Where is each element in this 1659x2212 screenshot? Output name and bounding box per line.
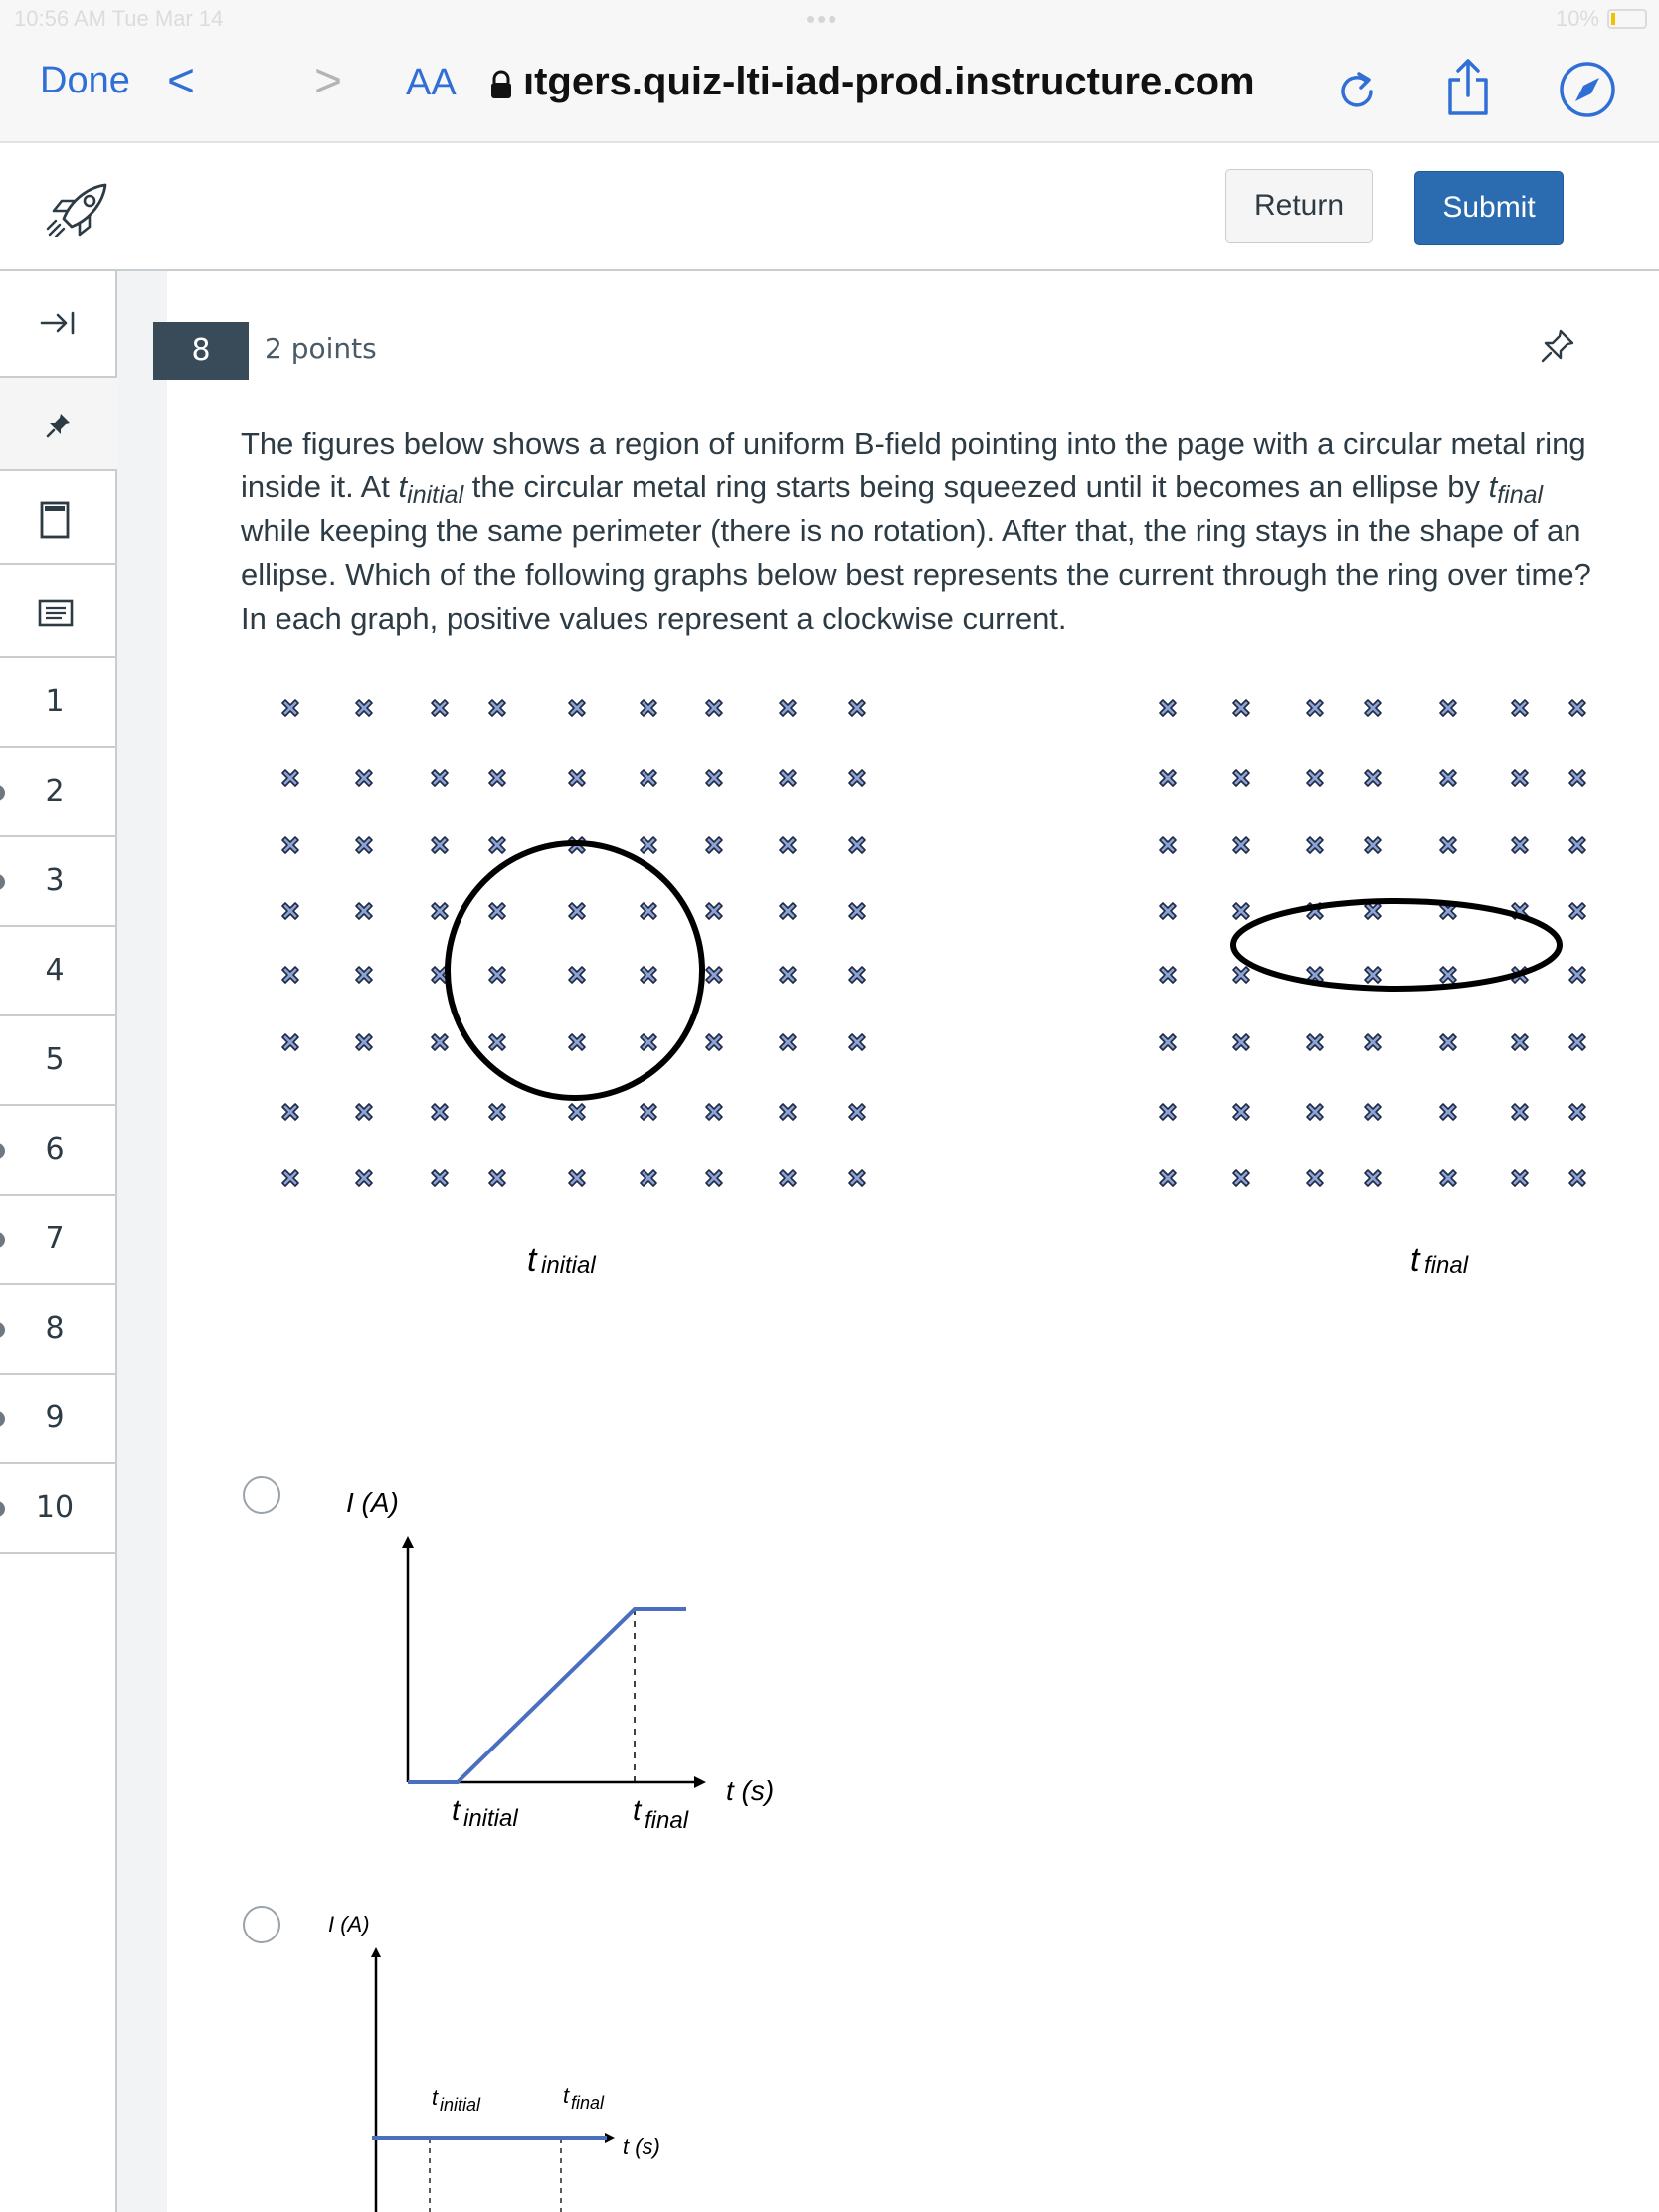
b-field-into-page-icon: [569, 1104, 585, 1120]
b-field-into-page-icon: [706, 1104, 722, 1120]
b-field-into-page-icon: [1365, 1104, 1381, 1120]
b-field-into-page-icon: [1512, 770, 1528, 786]
pinned-questions-tab[interactable]: [0, 378, 117, 471]
t-initial-subscript: initial: [407, 481, 464, 509]
done-button[interactable]: Done: [40, 60, 130, 101]
answer-1-graph: [328, 1482, 806, 1850]
return-button[interactable]: Return: [1225, 169, 1373, 243]
b-field-into-page-icon: [356, 770, 372, 786]
nav-question-label: 10: [35, 1490, 75, 1525]
b-field-into-page-icon: [1440, 770, 1456, 786]
back-arrow-icon[interactable]: <: [167, 55, 196, 107]
b-field-into-page-icon: [282, 1170, 298, 1186]
b-field-into-page-icon: [489, 1034, 505, 1050]
b-field-into-page-icon: [356, 837, 372, 853]
b-field-into-page-icon: [282, 1034, 298, 1050]
b-field-into-page-icon: [1365, 1170, 1381, 1186]
b-field-into-page-icon: [780, 903, 796, 919]
left-caption-sub: initial: [541, 1252, 596, 1279]
b-field-into-page-icon: [1440, 967, 1456, 983]
b-field-into-page-icon: [1569, 903, 1585, 919]
text-size-button[interactable]: AA: [406, 62, 457, 103]
question-number: 8: [153, 322, 249, 380]
b-field-into-page-icon: [569, 1034, 585, 1050]
nav-question-label: 8: [45, 1311, 65, 1346]
b-field-into-page-icon: [780, 1034, 796, 1050]
elliptical-ring: [1233, 901, 1560, 989]
b-field-into-page-icon: [706, 837, 722, 853]
b-field-into-page-icon: [432, 1170, 448, 1186]
question-points: 2 points: [265, 332, 377, 365]
submit-button[interactable]: Submit: [1414, 171, 1564, 245]
b-field-into-page-icon: [1160, 903, 1176, 919]
b-field-into-page-icon: [1440, 1104, 1456, 1120]
b-field-into-page-icon: [282, 837, 298, 853]
calculator-tab[interactable]: [0, 471, 117, 565]
b-field-into-page-icon: [780, 700, 796, 716]
b-field-into-page-icon: [780, 967, 796, 983]
b-field-into-page-icon: [780, 1170, 796, 1186]
b-field-into-page-icon: [489, 770, 505, 786]
b-field-into-page-icon: [1160, 837, 1176, 853]
b-field-into-page-icon: [1365, 700, 1381, 716]
question-text: [241, 422, 1593, 641]
b-field-into-page-icon: [1440, 700, 1456, 716]
b-field-into-page-icon: [641, 1034, 656, 1050]
b-field-into-page-icon: [1160, 1170, 1176, 1186]
b-field-figure: [249, 676, 1601, 1313]
b-field-into-page-icon: [1512, 1170, 1528, 1186]
right-caption-t: t: [1410, 1241, 1420, 1279]
b-field-into-page-icon: [706, 1170, 722, 1186]
reload-icon[interactable]: [1335, 68, 1379, 111]
b-field-into-page-icon: [356, 903, 372, 919]
url-field[interactable]: ıtgers.quiz-lti-iad-prod.instructure.com: [523, 60, 1255, 103]
b-field-into-page-icon: [1233, 1034, 1249, 1050]
answer-1-radio[interactable]: [243, 1476, 280, 1514]
b-field-into-page-icon: [641, 1104, 656, 1120]
b-field-into-page-icon: [1233, 967, 1249, 983]
pin-question-icon[interactable]: [1540, 328, 1575, 364]
b-field-into-page-icon: [706, 967, 722, 983]
notepad-icon: [38, 599, 74, 627]
b-field-into-page-icon: [1307, 1104, 1323, 1120]
b-field-into-page-icon: [706, 903, 722, 919]
nav-question-2[interactable]: [0, 748, 117, 837]
b-field-into-page-icon: [849, 837, 865, 853]
share-icon[interactable]: [1444, 58, 1492, 117]
b-field-into-page-icon: [432, 700, 448, 716]
nav-question-8[interactable]: [0, 1285, 117, 1375]
graph-t-initial: t: [432, 2085, 439, 2110]
b-field-into-page-icon: [1569, 700, 1585, 716]
b-field-into-page-icon: [282, 903, 298, 919]
nav-question-5[interactable]: [0, 1016, 117, 1106]
b-field-into-page-icon: [1440, 1170, 1456, 1186]
b-field-into-page-icon: [1440, 1034, 1456, 1050]
b-field-into-page-icon: [1307, 770, 1323, 786]
nav-question-label: 2: [45, 774, 65, 809]
b-field-into-page-icon: [432, 903, 448, 919]
status-bar: [0, 0, 1659, 38]
b-field-into-page-icon: [282, 967, 298, 983]
b-field-into-page-icon: [1365, 903, 1381, 919]
b-field-into-page-icon: [569, 967, 585, 983]
b-field-into-page-icon: [1233, 837, 1249, 853]
b-field-into-page-icon: [1160, 1034, 1176, 1050]
b-field-into-page-icon: [356, 700, 372, 716]
b-field-into-page-icon: [1569, 967, 1585, 983]
answer-2-radio[interactable]: [243, 1906, 280, 1943]
b-field-into-page-icon: [356, 1170, 372, 1186]
nav-question-9[interactable]: [0, 1375, 117, 1464]
b-field-into-page-icon: [432, 770, 448, 786]
b-field-into-page-icon: [1569, 770, 1585, 786]
nav-question-label: 5: [45, 1042, 65, 1077]
status-battery-percent: 10%: [1555, 6, 1599, 31]
b-field-into-page-icon: [1160, 700, 1176, 716]
b-field-into-page-icon: [780, 1104, 796, 1120]
content-gutter: [117, 271, 167, 2212]
b-field-into-page-icon: [1512, 837, 1528, 853]
nav-question-label: 7: [45, 1221, 65, 1256]
b-field-into-page-icon: [1569, 1104, 1585, 1120]
b-field-into-page-icon: [1365, 837, 1381, 853]
y-axis-arrow-icon: [371, 1947, 381, 1957]
b-field-into-page-icon: [432, 837, 448, 853]
b-field-into-page-icon: [1160, 967, 1176, 983]
b-field-into-page-icon: [282, 700, 298, 716]
lock-icon: [489, 70, 513, 99]
b-field-into-page-icon: [489, 1170, 505, 1186]
b-field-into-page-icon: [849, 770, 865, 786]
b-field-into-page-icon: [569, 903, 585, 919]
b-field-into-page-icon: [780, 837, 796, 853]
graph-t-initial-sub: initial: [463, 1805, 518, 1832]
b-field-into-page-icon: [569, 1170, 585, 1186]
graph-x-label: t (s): [623, 2134, 660, 2159]
b-field-into-page-icon: [1233, 903, 1249, 919]
t-initial-symbol: t: [398, 469, 408, 504]
graph-x-label: t (s): [726, 1775, 775, 1806]
b-field-into-page-icon: [282, 770, 298, 786]
browser-toolbar: [0, 38, 1659, 143]
nav-question-10[interactable]: [0, 1464, 117, 1554]
t-final-symbol: t: [1488, 469, 1498, 504]
b-field-into-page-icon: [706, 770, 722, 786]
y-axis-arrow-icon: [402, 1536, 414, 1548]
b-field-into-page-icon: [1569, 1170, 1585, 1186]
b-field-into-page-icon: [641, 1170, 656, 1186]
graph-y-label: I (A): [346, 1487, 399, 1518]
b-field-into-page-icon: [432, 1034, 448, 1050]
b-field-into-page-icon: [849, 1034, 865, 1050]
nav-question-1[interactable]: [0, 658, 117, 748]
nav-question-7[interactable]: [0, 1196, 117, 1285]
b-field-into-page-icon: [780, 770, 796, 786]
b-field-into-page-icon: [489, 700, 505, 716]
b-field-into-page-icon: [641, 903, 656, 919]
graph-t-final: t: [633, 1794, 642, 1827]
b-field-into-page-icon: [1512, 1104, 1528, 1120]
graph-t-initial-sub: initial: [440, 2095, 481, 2115]
graph-t-final: t: [563, 2083, 570, 2108]
graph-t-initial: t: [452, 1794, 461, 1827]
forward-arrow-icon[interactable]: >: [314, 55, 343, 107]
nav-question-label: 3: [45, 863, 65, 898]
b-field-into-page-icon: [1365, 967, 1381, 983]
graph-t-final-sub: final: [645, 1807, 689, 1834]
nav-question-label: 6: [45, 1132, 65, 1167]
pushpin-icon: [46, 412, 72, 438]
b-field-into-page-icon: [1307, 1034, 1323, 1050]
question-navigator: [0, 271, 117, 2212]
question-text-part2: the circular metal ring starts being squeezed until it becomes an ellipse by: [463, 469, 1489, 504]
quiz-header: [0, 145, 1659, 271]
b-field-into-page-icon: [641, 837, 656, 853]
graph-y-label: I (A): [328, 1912, 370, 1936]
expand-arrow-icon: [40, 310, 76, 336]
graph-t-final-sub: final: [571, 2093, 605, 2113]
b-field-into-page-icon: [1365, 770, 1381, 786]
b-field-into-page-icon: [1233, 770, 1249, 786]
b-field-into-page-icon: [489, 967, 505, 983]
x-axis-arrow-icon: [694, 1776, 706, 1788]
b-field-into-page-icon: [1233, 700, 1249, 716]
b-field-into-page-icon: [489, 837, 505, 853]
compass-icon[interactable]: [1558, 60, 1617, 119]
b-field-into-page-icon: [706, 700, 722, 716]
b-field-into-page-icon: [282, 1104, 298, 1120]
t-final-subscript: final: [1497, 481, 1544, 509]
b-field-into-page-icon: [489, 903, 505, 919]
nav-question-label: 4: [45, 953, 65, 988]
b-field-into-page-icon: [849, 1104, 865, 1120]
document-icon: [40, 501, 70, 539]
notes-tab[interactable]: [0, 565, 117, 658]
b-field-into-page-icon: [356, 1104, 372, 1120]
battery-icon: [1607, 9, 1647, 29]
right-field-markers: [1160, 700, 1585, 1186]
b-field-into-page-icon: [1307, 700, 1323, 716]
question-text-part1: The figures below shows a region of uniform B-field pointing into the page with a circular metal ring inside it. At: [241, 426, 1586, 504]
b-field-into-page-icon: [1440, 837, 1456, 853]
b-field-into-page-icon: [356, 1034, 372, 1050]
b-field-into-page-icon: [641, 770, 656, 786]
current-curve: [408, 1609, 686, 1782]
collapse-nav-button[interactable]: [0, 271, 117, 378]
b-field-into-page-icon: [356, 967, 372, 983]
b-field-into-page-icon: [641, 700, 656, 716]
b-field-into-page-icon: [641, 967, 656, 983]
b-field-into-page-icon: [569, 770, 585, 786]
b-field-into-page-icon: [489, 1104, 505, 1120]
left-field-markers: [282, 700, 865, 1186]
question-text-part3: while keeping the same perimeter (there is no rotation). After that, the ring stays in the shape of an ellipse. Which of the following graphs below best represents the current through the ring over time? In each graph, positive values represent a clockwise current.: [241, 513, 1591, 636]
b-field-into-page-icon: [1512, 700, 1528, 716]
right-caption-sub: final: [1424, 1252, 1469, 1279]
b-field-into-page-icon: [1569, 1034, 1585, 1050]
b-field-into-page-icon: [1307, 1170, 1323, 1186]
b-field-into-page-icon: [1307, 837, 1323, 853]
multitasking-dots-icon[interactable]: •••: [806, 4, 839, 34]
b-field-into-page-icon: [1160, 770, 1176, 786]
b-field-into-page-icon: [849, 700, 865, 716]
b-field-into-page-icon: [1233, 1104, 1249, 1120]
b-field-into-page-icon: [569, 700, 585, 716]
b-field-into-page-icon: [1569, 837, 1585, 853]
b-field-into-page-icon: [849, 967, 865, 983]
nav-question-label: 9: [45, 1400, 65, 1435]
answer-2-graph: [318, 1906, 696, 2212]
b-field-into-page-icon: [849, 903, 865, 919]
b-field-into-page-icon: [1512, 1034, 1528, 1050]
b-field-into-page-icon: [432, 1104, 448, 1120]
left-caption-t: t: [527, 1241, 537, 1279]
b-field-into-page-icon: [1160, 1104, 1176, 1120]
b-field-into-page-icon: [706, 1034, 722, 1050]
nav-question-6[interactable]: [0, 1106, 117, 1196]
nav-question-3[interactable]: [0, 837, 117, 927]
rocket-icon[interactable]: [46, 181, 109, 237]
b-field-into-page-icon: [1365, 1034, 1381, 1050]
nav-question-4[interactable]: [0, 927, 117, 1016]
b-field-into-page-icon: [1233, 1170, 1249, 1186]
nav-question-label: 1: [45, 684, 65, 719]
status-time: 10:56 AM Tue Mar 14: [14, 6, 224, 31]
b-field-into-page-icon: [849, 1170, 865, 1186]
